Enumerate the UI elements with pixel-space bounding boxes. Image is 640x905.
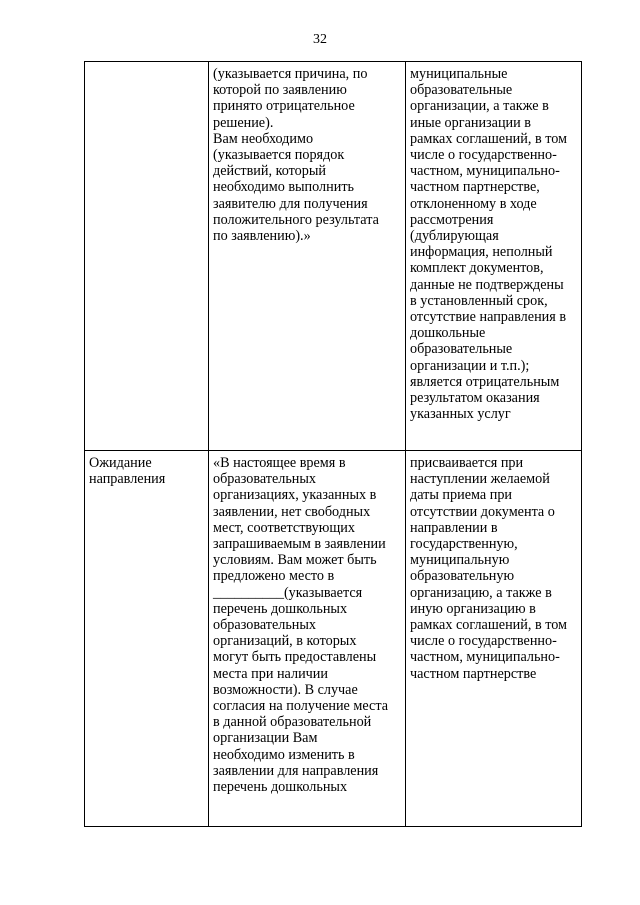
message-text: «В настоящее время в образовательных организациях, указанных в заявлении, нет свободных мест, соответствующих запрашиваемым в заявлении условиям. Вам может быть предложено место в __________(указывается перечень дошкольных образовательных организаций, в которых могут быть предоставлены места при наличии возможности). В случае согласия на получение места в данной образовательной организации Вам необходимо изменить в заявлении для направления перечень дошкольных [213,455,388,796]
status-cell [85,62,209,451]
description-text: муниципальные образовательные организации, а также в иные организации в рамках соглашений, в том числе о государственно- частном, муниципально- частном партнерстве, отклоненному в ходе рассмотрения (дублирующая информация, неполный комплект документов, данные не подтверждены в установленный срок, отсутствие направления в дошкольные образовательные организации и т.п.); является отрицательным результатом оказания указанных услуг [410,66,568,423]
message-cell [209,451,406,827]
message-cell [209,62,406,451]
message-text: (указывается причина, по которой по заявлению принято отрицательное решение). Вам необходимо (указывается порядок действий, который необходимо выполнить заявителю для получения положительного результата по заявлению).» [213,66,379,245]
table-row [85,451,582,827]
description-cell [406,62,582,451]
status-table [84,61,582,827]
description-cell [406,451,582,827]
page-number: 32 [313,32,327,47]
table-row [85,62,582,451]
status-cell [85,451,209,827]
status-text: Ожидание направления [89,455,166,488]
description-text: присваивается при наступлении желаемой даты приема при отсутствии документа о направлении в государственную, муниципальную образовательную организацию, а также в иную организацию в рамках соглашений, в том числе о государственно- частном, муниципально- частном партнерстве [410,455,568,682]
